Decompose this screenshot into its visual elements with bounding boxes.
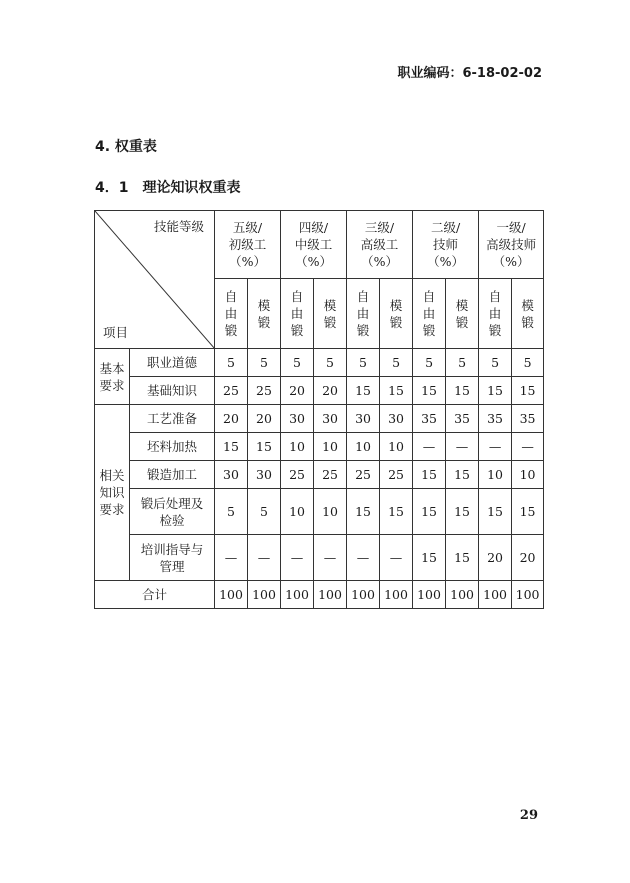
weight-value: 5 — [314, 349, 347, 377]
weight-value: 15 — [413, 377, 446, 405]
die-forging-header: 模 锻 — [248, 279, 281, 349]
weight-table — [94, 210, 544, 609]
free-forging-header: 自 由 锻 — [347, 279, 380, 349]
weight-value: 25 — [347, 461, 380, 489]
weight-value: 15 — [347, 489, 380, 535]
weight-value: 25 — [314, 461, 347, 489]
free-forging-header: 自 由 锻 — [215, 279, 248, 349]
weight-value: 15 — [380, 489, 413, 535]
weight-value: — — [248, 535, 281, 581]
weight-value: 15 — [413, 535, 446, 581]
item-name: 培训指导与 管理 — [130, 535, 215, 581]
weight-value: 5 — [347, 349, 380, 377]
total-label: 合计 — [95, 581, 215, 609]
weight-value: — — [413, 433, 446, 461]
die-forging-header: 模 锻 — [512, 279, 544, 349]
occupation-code: 职业编码：6-18-02-02 — [397, 66, 542, 81]
free-forging-header: 自 由 锻 — [413, 279, 446, 349]
weight-value: 5 — [413, 349, 446, 377]
total-value: 100 — [281, 581, 314, 609]
subsection-heading: 4．1 理论知识权重表 — [95, 180, 241, 196]
total-value: 100 — [380, 581, 413, 609]
item-name: 工艺准备 — [130, 405, 215, 433]
die-forging-header: 模 锻 — [380, 279, 413, 349]
weight-value: 30 — [248, 461, 281, 489]
weight-value: 15 — [215, 433, 248, 461]
weight-value: 15 — [446, 377, 479, 405]
weight-value: 15 — [479, 489, 512, 535]
weight-value: 30 — [347, 405, 380, 433]
weight-value: — — [215, 535, 248, 581]
level-header: 四级/ 中级工 （%） — [281, 211, 347, 279]
weight-value: 15 — [347, 377, 380, 405]
weight-value: 35 — [512, 405, 544, 433]
skill-level-label: 技能等级 — [153, 219, 204, 234]
item-name: 锻造加工 — [130, 461, 215, 489]
die-forging-header: 模 锻 — [446, 279, 479, 349]
total-value: 100 — [479, 581, 512, 609]
weight-value: 15 — [446, 489, 479, 535]
weight-value: 15 — [446, 535, 479, 581]
table-row — [95, 377, 544, 405]
weight-value: 5 — [380, 349, 413, 377]
weight-value: — — [281, 535, 314, 581]
total-value: 100 — [248, 581, 281, 609]
die-forging-header: 模 锻 — [314, 279, 347, 349]
item-name: 基础知识 — [130, 377, 215, 405]
weight-value: 35 — [446, 405, 479, 433]
weight-value: 30 — [380, 405, 413, 433]
weight-value: 15 — [248, 433, 281, 461]
total-value: 100 — [446, 581, 479, 609]
weight-value: 20 — [314, 377, 347, 405]
level-header: 一级/ 高级技师 （%） — [479, 211, 544, 279]
weight-value: 15 — [380, 377, 413, 405]
item-name: 职业道德 — [130, 349, 215, 377]
weight-value: — — [380, 535, 413, 581]
page-number: 29 — [519, 808, 538, 823]
section-heading: 4. 权重表 — [95, 139, 157, 155]
free-forging-header: 自 由 锻 — [281, 279, 314, 349]
weight-value: 20 — [281, 377, 314, 405]
level-header: 二级/ 技师 （%） — [413, 211, 479, 279]
item-name: 锻后处理及 检验 — [130, 489, 215, 535]
weight-value: 30 — [281, 405, 314, 433]
table-row — [95, 489, 544, 535]
weight-value: 20 — [512, 535, 544, 581]
weight-value: 15 — [512, 489, 544, 535]
weight-value: 15 — [446, 461, 479, 489]
weight-value: 20 — [248, 405, 281, 433]
weight-value: 5 — [512, 349, 544, 377]
weight-value: 10 — [314, 489, 347, 535]
weight-value: 15 — [512, 377, 544, 405]
weight-value: 25 — [380, 461, 413, 489]
weight-value: 5 — [215, 349, 248, 377]
weight-value: — — [314, 535, 347, 581]
weight-value: 20 — [215, 405, 248, 433]
weight-value: 30 — [215, 461, 248, 489]
group-basic-requirements: 基本 要求 — [95, 349, 130, 405]
weight-value: 5 — [248, 489, 281, 535]
weight-value: 35 — [413, 405, 446, 433]
weight-value: — — [479, 433, 512, 461]
weight-value: 25 — [215, 377, 248, 405]
weight-value: — — [512, 433, 544, 461]
level-header: 五级/ 初级工 （%） — [215, 211, 281, 279]
group-related-knowledge: 相关 知识 要求 — [95, 405, 130, 581]
weight-value: 5 — [479, 349, 512, 377]
weight-value: 15 — [413, 489, 446, 535]
weight-value: 25 — [281, 461, 314, 489]
table-row — [95, 461, 544, 489]
weight-value: 10 — [314, 433, 347, 461]
weight-value: 10 — [479, 461, 512, 489]
weight-value: 10 — [281, 489, 314, 535]
table-row — [95, 535, 544, 581]
weight-value: 20 — [479, 535, 512, 581]
weight-value: 5 — [446, 349, 479, 377]
weight-value: 10 — [512, 461, 544, 489]
weight-value: — — [347, 535, 380, 581]
weight-value: 5 — [215, 489, 248, 535]
weight-value: 15 — [413, 461, 446, 489]
item-name: 坯料加热 — [130, 433, 215, 461]
table-row — [95, 405, 544, 433]
level-header: 三级/ 高级工 （%） — [347, 211, 413, 279]
total-row — [95, 581, 544, 609]
weight-value: 5 — [248, 349, 281, 377]
free-forging-header: 自 由 锻 — [479, 279, 512, 349]
weight-value: 10 — [347, 433, 380, 461]
weight-value: 10 — [380, 433, 413, 461]
table-row — [95, 433, 544, 461]
total-value: 100 — [413, 581, 446, 609]
weight-value: 25 — [248, 377, 281, 405]
total-value: 100 — [512, 581, 544, 609]
table-row — [95, 349, 544, 377]
weight-value: 10 — [281, 433, 314, 461]
weight-value: 5 — [281, 349, 314, 377]
total-value: 100 — [215, 581, 248, 609]
total-value: 100 — [347, 581, 380, 609]
weight-value: 15 — [479, 377, 512, 405]
total-value: 100 — [314, 581, 347, 609]
item-label: 项目 — [103, 325, 129, 340]
weight-value: — — [446, 433, 479, 461]
diagonal-header-cell — [95, 211, 215, 349]
weight-value: 30 — [314, 405, 347, 433]
weight-value: 35 — [479, 405, 512, 433]
